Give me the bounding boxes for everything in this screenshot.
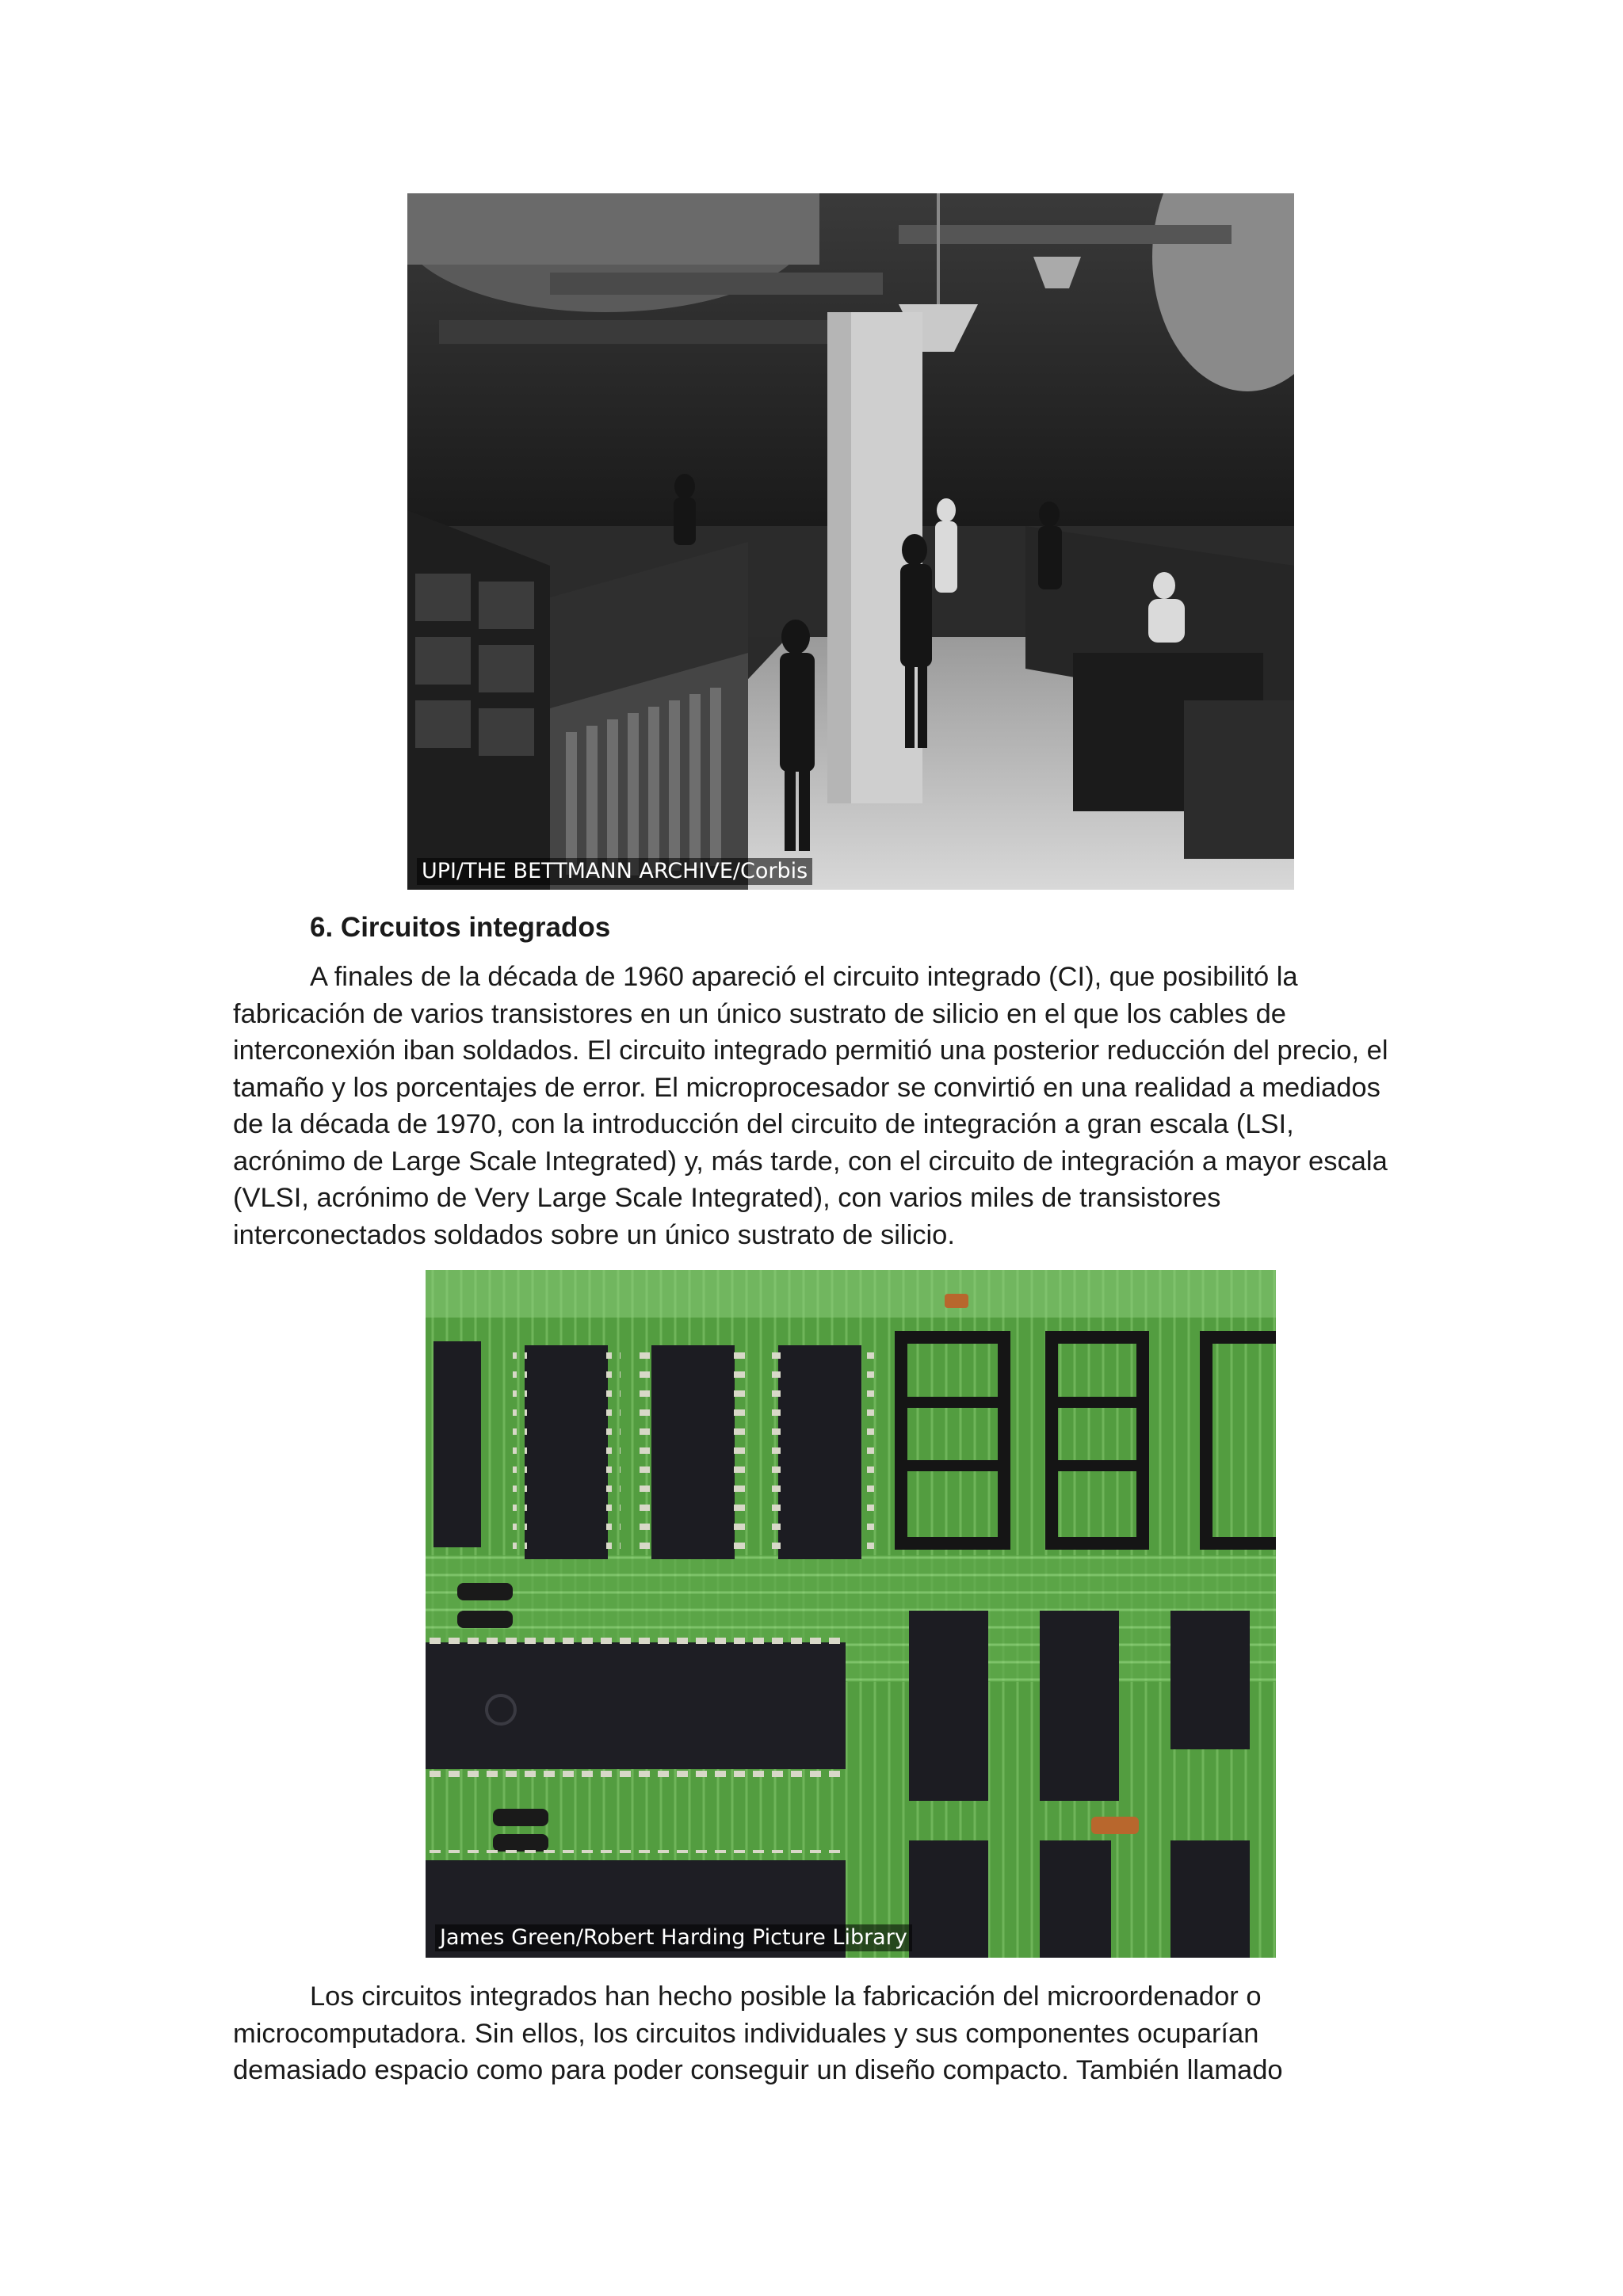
section-heading: 6. Circuitos integrados [310, 912, 611, 943]
circuit-board-illustration [426, 1270, 1276, 1958]
eniac-photo-illustration [407, 193, 1294, 890]
eniac-photo [407, 193, 1294, 890]
eniac-photo-caption: UPI/THE BETTMANN ARCHIVE/Corbis [417, 858, 812, 885]
circuit-board-photo [426, 1270, 1276, 1958]
circuit-board-photo-caption: James Green/Robert Harding Picture Library [435, 1924, 912, 1951]
paragraph-integrated-circuits: A finales de la década de 1960 apareció el circuito integrado (CI), que posibilitó la fabricación de varios transistores en un único sustrato de silicio en el que los cables de interconexión iban soldados. El circuito integrado permitió una posterior reducción del precio, el tamaño y los porcentajes de error. El microprocesador se convirtió en una realidad a mediados de la década de 1970, con la introducción del circuito de integración a gran escala (LSI, acrónimo de Large Scale Integrated) y, más tarde, con el circuito de integración a mayor escala (VLSI, acrónimo de Very Large Scale Integrated), con varios miles de transistores interconectados soldados sobre un único sustrato de silicio. [233, 962, 1388, 1250]
paragraph-microcomputer: Los circuitos integrados han hecho posible la fabricación del microordenador o microcomputadora. Sin ellos, los circuitos individuales y sus componentes ocuparían demasiado espacio como para poder conseguir un diseño compacto. También llamado [233, 1981, 1283, 2085]
